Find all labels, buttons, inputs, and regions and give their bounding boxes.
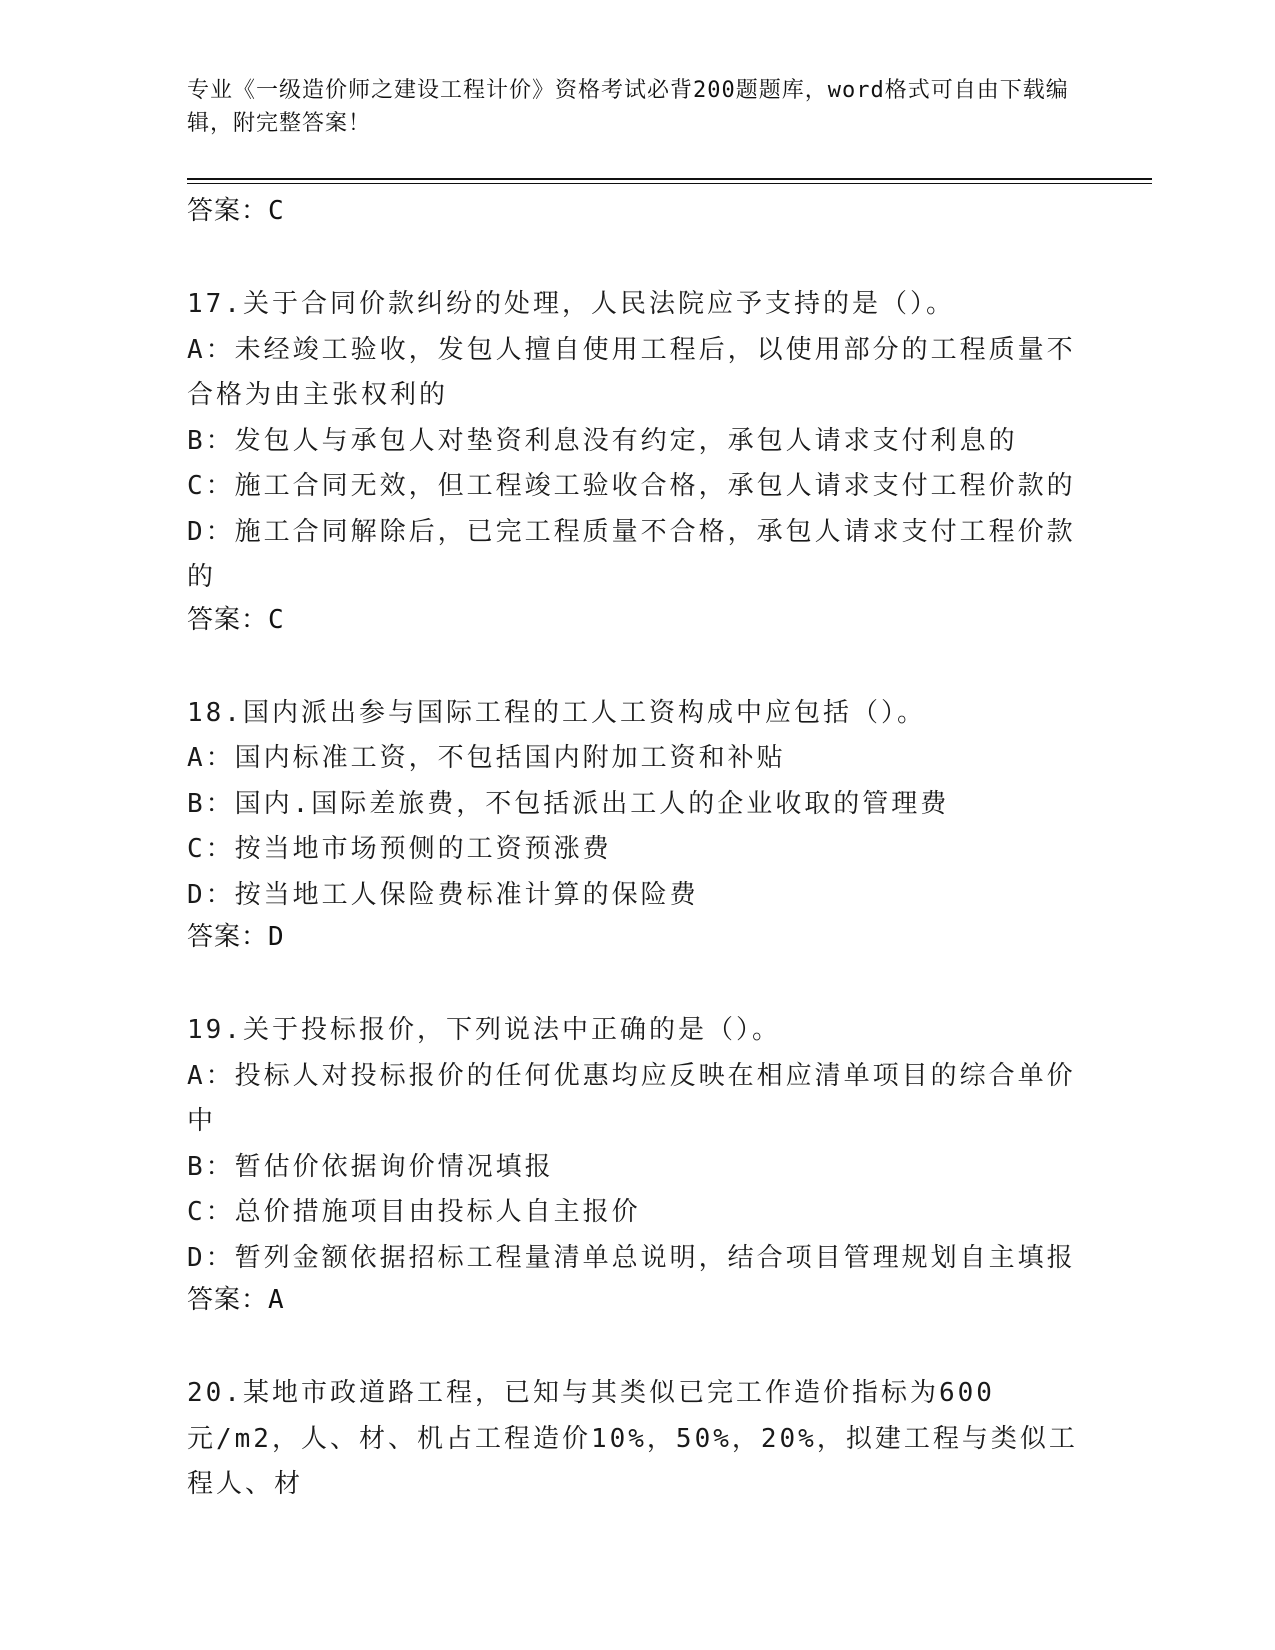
- header-divider-thick: [187, 178, 1152, 180]
- option-c: C：按当地市场预侧的工资预涨费: [187, 834, 612, 864]
- document-body: [187, 192, 1087, 1508]
- option-d: D：按当地工人保险费标准计算的保险费: [187, 879, 699, 910]
- question-text: 19.关于投标报价，下列说法中正确的是（）。: [187, 1015, 781, 1045]
- answer-line: [187, 918, 1087, 956]
- option-a: A：国内标准工资，不包括国内附加工资和补贴: [187, 743, 786, 773]
- answer-line: [187, 1281, 1087, 1319]
- question-text: 18.国内派出参与国际工程的工人工资构成中应包括（）。: [187, 697, 926, 728]
- question-19: [187, 1008, 1087, 1319]
- answer-line: [187, 192, 1087, 230]
- option-b: B：暂估价依据询价情况填报: [187, 1151, 554, 1182]
- answer-value: C: [268, 196, 285, 226]
- option-c: C：总价措施项目由投标人自主报价: [187, 1197, 641, 1227]
- question-text: 17.关于合同价款纠纷的处理，人民法院应予支持的是（）。: [187, 289, 955, 319]
- option-a: A：投标人对投标报价的任何优惠均应反映在相应清单项目的综合单价中: [187, 1060, 1076, 1136]
- answer-line: [187, 601, 1087, 639]
- question-20: [187, 1371, 1087, 1508]
- option-a: A：未经竣工验收，发包人擅自使用工程后，以使用部分的工程质量不合格为由主张权利的: [187, 334, 1076, 410]
- answer-label: 答案：: [187, 1285, 269, 1315]
- question-17: [187, 282, 1087, 639]
- question-18: [187, 691, 1087, 957]
- answer-value: C: [268, 604, 285, 635]
- answer-label: 答案：: [187, 196, 269, 226]
- option-c: C：施工合同无效，但工程竣工验收合格，承包人请求支付工程价款的: [187, 471, 1076, 501]
- header-divider-thin: [187, 183, 1152, 184]
- option-d: D：施工合同解除后，已完工程质量不合格，承包人请求支付工程价款的: [187, 516, 1076, 592]
- answer-label: 答案：: [187, 604, 269, 635]
- option-b: B：发包人与承包人对垫资利息没有约定，承包人请求支付利息的: [187, 425, 1018, 456]
- question-text: 20.某地市政道路工程，已知与其类似已完工作造价指标为600元/m2，人、材、机占工程造价10%，50%，20%，拟建工程与类似工程人、材: [187, 1378, 1078, 1499]
- option-b: B：国内.国际差旅费，不包括派出工人的企业收取的管理费: [187, 788, 950, 819]
- option-d: D：暂列金额依据招标工程量清单总说明，结合项目管理规划自主填报: [187, 1242, 1076, 1273]
- document-header: 专业《一级造价师之建设工程计价》资格考试必背200题题库，word格式可自由下载编辑，附完整答案！: [187, 78, 1069, 136]
- answer-value: D: [268, 922, 285, 952]
- answer-value: A: [268, 1285, 285, 1315]
- answer-label: 答案：: [187, 922, 269, 952]
